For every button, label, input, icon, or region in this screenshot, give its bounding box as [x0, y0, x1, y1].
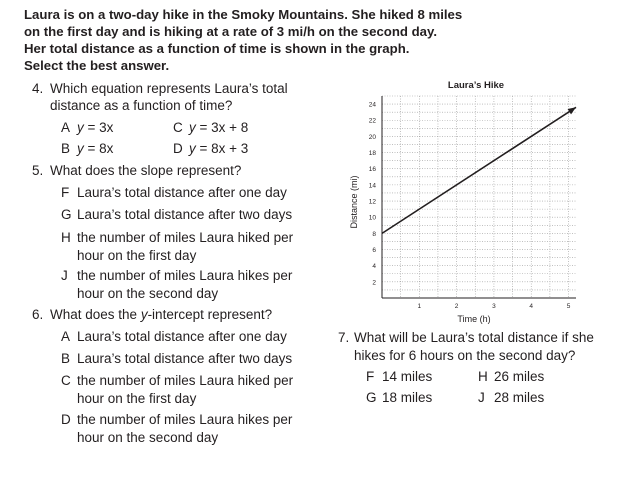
y-tick-label: 14 [368, 182, 376, 190]
option-letter: G [366, 390, 377, 405]
y-tick-label: 8 [372, 230, 376, 238]
option-letter: G [61, 207, 72, 222]
y-tick-label: 18 [368, 150, 376, 158]
y-tick-label: 10 [368, 214, 376, 222]
option-7f[interactable] [366, 368, 432, 386]
y-tick-label: 2 [372, 279, 376, 287]
option-text-cont: hour on the second day [77, 430, 219, 445]
option-letter: D [173, 141, 183, 156]
x-tick-label: 4 [529, 303, 534, 310]
question-text-line: Which equation represents Laura’s total [50, 81, 288, 96]
option-text: the number of miles Laura hiked per [77, 230, 294, 245]
series-line [382, 107, 576, 233]
y-tick-label: 6 [372, 247, 376, 255]
option-letter: D [61, 412, 71, 427]
option-7h[interactable] [478, 368, 544, 386]
question-text-line: What will be Laura’s total distance if she [354, 330, 594, 345]
chart-title: Laura’s Hike [447, 80, 505, 91]
x-tick-label: 1 [417, 303, 422, 310]
chart-xlabel: Time (h) [457, 314, 491, 324]
option-letter: F [366, 369, 375, 384]
y-tick-label: 20 [368, 133, 376, 141]
option-letter: H [478, 369, 488, 384]
option-5f[interactable] [61, 184, 287, 202]
option-letter: B [61, 141, 71, 156]
option-text: Laura’s total distance after one day [77, 185, 287, 200]
question-number: 6. [32, 307, 44, 322]
option-7g[interactable] [366, 389, 432, 407]
option-var: y [77, 120, 84, 135]
question-number: 5. [32, 163, 44, 178]
option-5j[interactable] [61, 267, 292, 303]
option-4c[interactable] [173, 119, 248, 137]
option-expr: = 3x + 8 [195, 120, 249, 135]
option-var: y [189, 141, 196, 156]
y-tick-label: 24 [368, 101, 376, 109]
option-letter: H [61, 230, 71, 245]
option-6c[interactable] [61, 372, 293, 408]
option-text-cont: hour on the first day [77, 391, 197, 406]
x-tick-label: 2 [454, 303, 459, 310]
option-letter: F [61, 185, 70, 200]
y-tick-label: 16 [368, 166, 376, 174]
y-tick-label: 4 [372, 263, 376, 271]
intro-line: on the first day and is hiking at a rate of 3 mi/h on the second day. [24, 24, 438, 39]
option-7j[interactable] [478, 389, 544, 407]
x-tick-label: 5 [566, 303, 571, 310]
option-letter: B [61, 351, 71, 366]
question-text-line: What does the slope represent? [50, 163, 242, 178]
option-4d[interactable] [173, 140, 248, 158]
option-text-cont: hour on the second day [77, 286, 219, 301]
option-6a[interactable] [61, 328, 287, 346]
question-number: 4. [32, 81, 44, 96]
y-tick-label: 12 [368, 198, 376, 206]
option-letter: J [61, 268, 68, 283]
intro-line: Laura is on a two-day hike in the Smoky Mountains. She hiked 8 miles [24, 7, 463, 22]
option-text: Laura’s total distance after two days [77, 351, 293, 366]
intro-line: Her total distance as a function of time is shown in the graph. [24, 41, 410, 56]
question-number: 7. [338, 330, 350, 345]
option-text: 26 miles [494, 369, 545, 384]
option-letter: A [61, 329, 71, 344]
option-text: 28 miles [494, 390, 545, 405]
option-expr: = 3x [83, 120, 114, 135]
option-text: 18 miles [382, 390, 433, 405]
chart-svg [344, 74, 594, 336]
option-4b[interactable] [61, 140, 113, 158]
x-tick-label: 3 [492, 303, 496, 310]
option-var: y [77, 141, 84, 156]
intro-paragraph [24, 6, 524, 74]
chart-ylabel: Distance (mi) [349, 175, 359, 229]
option-letter: C [61, 373, 71, 388]
option-var: y [189, 120, 196, 135]
question-text-line [50, 306, 272, 324]
chart-lauras-hike [344, 74, 594, 336]
option-text-cont: hour on the first day [77, 248, 197, 263]
option-letter: J [478, 390, 485, 405]
y-tick-label: 22 [368, 117, 376, 125]
question-text-line: hikes for 6 hours on the second day? [354, 348, 576, 363]
option-text: the number of miles Laura hikes per [77, 412, 293, 427]
intro-line: Select the best answer. [24, 58, 170, 73]
option-5h[interactable] [61, 229, 293, 265]
option-text: 14 miles [382, 369, 433, 384]
question-text-italic: y [140, 307, 148, 322]
option-expr: = 8x + 3 [195, 141, 249, 156]
question-text-part: What does the [50, 307, 141, 322]
question-text-part: -intercept represent? [147, 307, 273, 322]
question-text-line: distance as a function of time? [50, 98, 233, 113]
option-letter: C [173, 120, 183, 135]
option-expr: = 8x [83, 141, 114, 156]
series-arrowhead [568, 107, 576, 114]
option-6b[interactable] [61, 350, 292, 368]
option-4a[interactable] [61, 119, 113, 137]
option-text: Laura’s total distance after two days [77, 207, 293, 222]
option-letter: A [61, 120, 71, 135]
option-text: the number of miles Laura hiked per [77, 373, 294, 388]
option-5g[interactable] [61, 206, 292, 224]
option-text: the number of miles Laura hikes per [77, 268, 293, 283]
option-6d[interactable] [61, 411, 292, 447]
option-text: Laura’s total distance after one day [77, 329, 287, 344]
